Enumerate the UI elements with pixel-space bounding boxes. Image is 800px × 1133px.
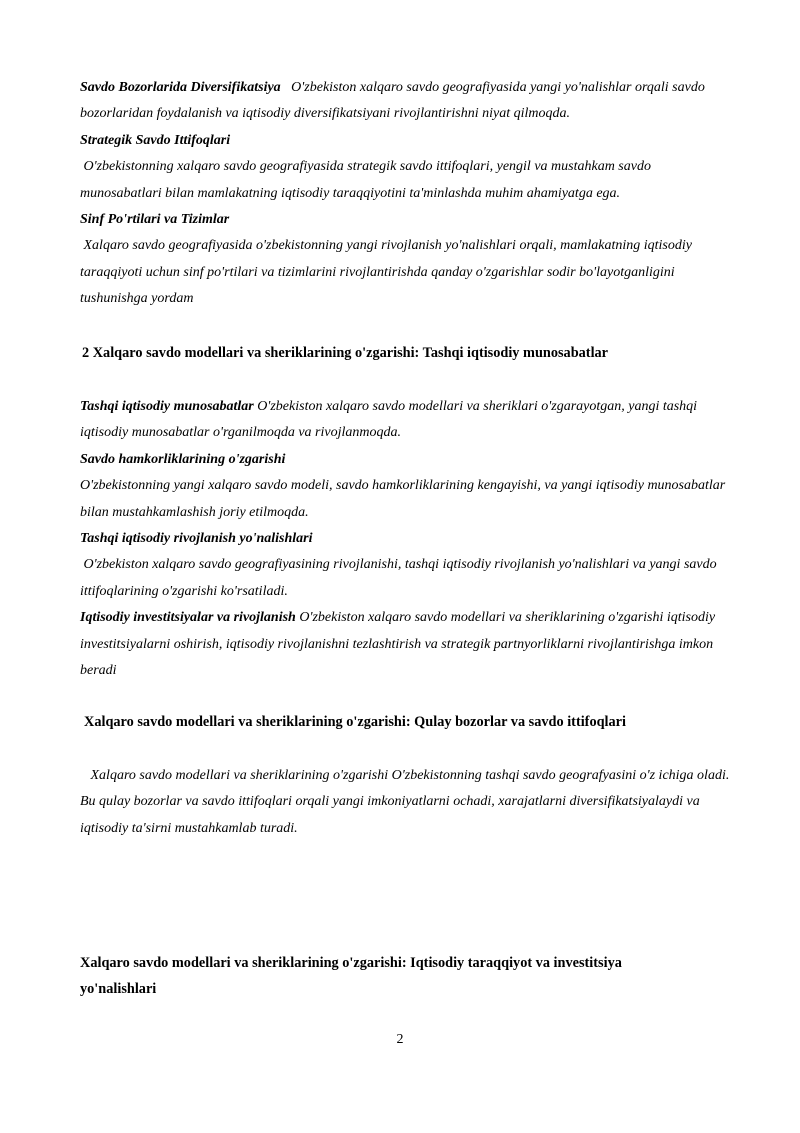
- subheading-investments: Iqtisodiy investitsiyalar va rivojlanish: [80, 610, 296, 626]
- heading-external-relations: 2 Xalqaro savdo modellari va sheriklarining o'zgarishi: Tashqi iqtisodiy munosabatlar: [82, 345, 609, 361]
- page-number: 2: [396, 1032, 404, 1047]
- subheading-diversification: Savdo Bozorlarida Diversifikatsiya: [80, 80, 281, 95]
- heading-investment-directions: Xalqaro savdo modellari va sheriklarining o'zgarishi: Iqtisodiy taraqqiyot va investitsiya yo'nalishlari: [80, 955, 622, 998]
- subheading-partnerships: Savdo hamkorliklarining o'zgarishi: [80, 451, 286, 467]
- paragraph-strategic-alliances: O'zbekistonning xalqaro savdo geografiyasida strategik savdo ittifoqlari, yengil va mustahkam savdo munosabatlari bilan mamlakatning iqtisodiy taraqqiyotini ta'minlashda muhim ahamiyatga ega.: [80, 159, 651, 201]
- section-external-relations: [80, 394, 730, 684]
- paragraph-investments: O'zbekiston xalqaro savdo modellari va sheriklarining o'zgarishi iqtisodiy investitsiyalarni oshirish, iqtisodiy rivojlanishni tezlashtirish va strategik partnyorliklarni rivojlantirishga imkon beradi: [80, 610, 716, 679]
- paragraph-development-directions: O'zbekiston xalqaro savdo geografiyasining rivojlanishi, tashqi iqtisodiy rivojlanish yo'nalishlari va yangi savdo ittifoqlarining o'zgarishi ko'rsatiladi.: [80, 557, 717, 599]
- section-trade-markets: [80, 75, 730, 313]
- subheading-development-directions: Tashqi iqtisodiy rivojlanish yo'nalishlari: [80, 531, 313, 547]
- paragraph-diversification: O'zbekiston xalqaro savdo geografiyasida yangi yo'nalishlar orqali savdo bozorlaridan foydalanish va iqtisodiy diversifikatsiyani rivojlantirishni niyat qilmoqda.: [80, 80, 705, 122]
- subheading-external-relations: Tashqi iqtisodiy munosabatlar: [80, 399, 254, 414]
- heading-favorable-markets: Xalqaro savdo modellari va sheriklarining o'zgarishi: Qulay bozorlar va savdo ittifoqlari: [84, 714, 626, 730]
- paragraph-favorable-markets-text: Xalqaro savdo modellari va sheriklarining o'zgarishi O'zbekistonning tashqi savdo geografyasini o'z ichiga oladi. Bu qulay bozorlar va savdo ittifoqlari orqali yangi imkoniyatlarni ochadi, xarajatlarni diversifikatsiyalaydi va iqtisodiy ta'sirni mustahkamlab turadi.: [80, 768, 730, 836]
- paragraph-systems: Xalqaro savdo geografiyasida o'zbekistonning yangi rivojlanish yo'nalishlari orqali, mamlakatning iqtisodiy taraqqiyoti uchun sinf po'rtilari va tizimlarini rivojlantirishda qanday o'zgarishlar sodir bo'layotganligini tushunishga yordam: [80, 238, 692, 307]
- paragraph-partnerships: O'zbekistonning yangi xalqaro savdo modeli, savdo hamkorliklarining kengayishi, va yangi iqtisodiy munosabatlar bilan mustahkamlashish joriy etilmoqda.: [80, 478, 726, 520]
- subheading-systems: Sinf Po'rtilari va Tizimlar: [80, 212, 230, 228]
- paragraph-external-relations: O'zbekiston xalqaro savdo modellari va sheriklari o'zgarayotgan, yangi tashqi iqtisodiy munosabatlar o'rganilmoqda va rivojlanmoqda.: [80, 399, 698, 441]
- paragraph-favorable-markets: [80, 763, 730, 842]
- subheading-strategic-alliances: Strategik Savdo Ittifoqlari: [80, 132, 231, 148]
